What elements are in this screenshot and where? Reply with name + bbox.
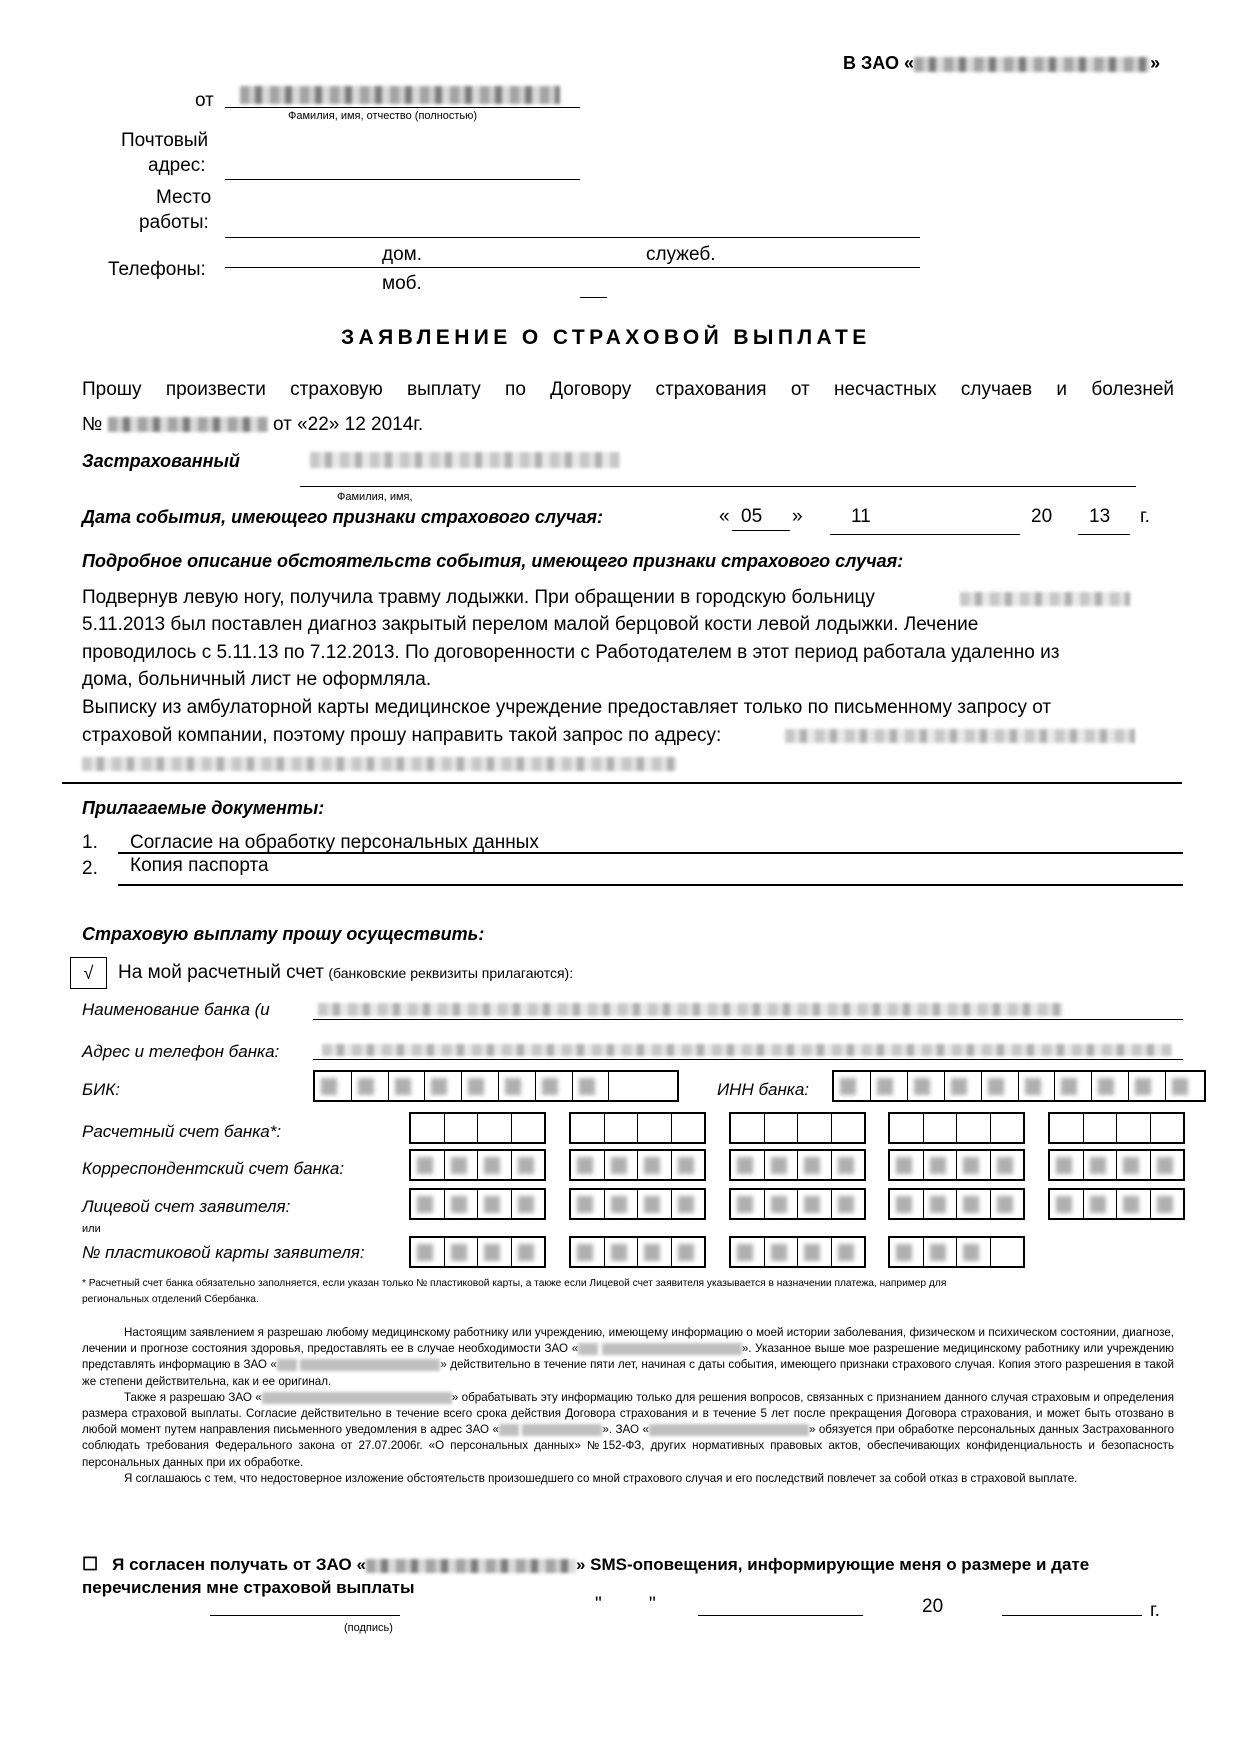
- sign-date-century: 20: [922, 1596, 944, 1617]
- event-day: 05: [741, 506, 763, 527]
- settlement-group-1[interactable]: [409, 1112, 546, 1144]
- or-label: или: [82, 1223, 101, 1235]
- settlement-group-3[interactable]: [729, 1112, 866, 1144]
- attachment-2-num: 2.: [82, 858, 98, 879]
- full-name-line: [225, 107, 580, 108]
- corr-group-4[interactable]: [888, 1149, 1025, 1181]
- personal-group-2[interactable]: [569, 1188, 706, 1220]
- event-date-label: Дата события, имеющего признаки страхового случая:: [82, 507, 603, 527]
- consent-paragraph-2: Также я разрешаю ЗАО « » обрабатывать эту информацию только для решения вопросов, связанных с признанием данного случая страховым и определения размера страховой выплаты. Согласие действительно в течение всего срока действия Договора страхования и в течение 5 лет после прекращения Договора страхования, и может быть отозвано в любой момент путем направления письменного уведомления в адрес ЗАО « ». ЗАО « » обязуется при обработке персональных данных Застрахованного соблюдать требования Федерального закона от 27.07.2006г. «О персональных данных» №152-ФЗ, других нормативных правовых актов, обеспечивающих конфиденциальность и безопасность персональных данных при их обработке.: [82, 1390, 1175, 1469]
- event-day-line: [732, 530, 790, 531]
- card-group-4[interactable]: [888, 1236, 1025, 1268]
- sms-text-1: Я согласен получать от ЗАО «: [112, 1555, 366, 1574]
- event-year: 13: [1089, 506, 1111, 527]
- postal-label-1: Почтовый: [121, 130, 209, 151]
- corr-group-2[interactable]: [569, 1149, 706, 1181]
- account-option-note: (банковские реквизиты прилагаются):: [328, 965, 574, 981]
- footnote-line-2: региональных отделений Сбербанка.: [82, 1294, 259, 1305]
- corr-group-3[interactable]: [729, 1149, 866, 1181]
- phone-home-label: дом.: [382, 244, 422, 265]
- recipient: [843, 53, 1160, 74]
- phones-line: [225, 267, 920, 268]
- attachment-1-text: Согласие на обработку персональных данных: [130, 832, 539, 853]
- sms-text-2: » SMS-оповещения, информирующие меня о размере и дате: [575, 1555, 1090, 1574]
- attachment-1-line: [118, 852, 1183, 854]
- redacted-hospital: [960, 592, 1130, 606]
- event-year-line: [1078, 534, 1130, 535]
- page-title: ЗАЯВЛЕНИЕ О СТРАХОВОЙ ВЫПЛАТЕ: [341, 326, 871, 349]
- personal-group-3[interactable]: [729, 1188, 866, 1220]
- sign-date-year-suffix: г.: [1150, 1600, 1160, 1621]
- redacted-bank-name: [318, 1003, 1063, 1016]
- request-line-1: [82, 376, 1174, 404]
- personal-account-label: Лицевой счет заявителя:: [82, 1197, 291, 1216]
- event-century: 20: [1031, 506, 1053, 527]
- corr-group-1[interactable]: [409, 1149, 546, 1181]
- attachment-2-text: Копия паспорта: [130, 855, 269, 876]
- bank-address-label: Адрес и телефон банка:: [82, 1042, 280, 1061]
- consent-text: [82, 1325, 1174, 1487]
- phones-label: Телефоны:: [108, 259, 206, 280]
- recipient-prefix: В ЗАО «: [843, 53, 915, 73]
- request-line-2: [82, 411, 423, 439]
- work-label-1: Место: [156, 187, 212, 208]
- payment-label: Страховую выплату прошу осуществить:: [82, 924, 485, 944]
- work-line: [225, 237, 920, 238]
- account-option: [118, 962, 573, 984]
- description-line-6: страховой компании, поэтому прошу направить такой запрос по адресу:: [82, 725, 722, 746]
- description-line-5: Выписку из амбулаторной карты медицинское учреждение предоставляет только по письменному запросу от: [82, 697, 1052, 718]
- postal-line: [225, 179, 580, 180]
- sign-date-quote-close: ": [649, 1594, 656, 1615]
- bik-boxes[interactable]: [313, 1070, 679, 1102]
- request-text: Прошу произвести страховую выплату по Договору страхования от несчастных случаев и болезней: [82, 379, 1174, 400]
- sign-date-year-line: [1002, 1615, 1142, 1616]
- from-label: от: [195, 90, 214, 111]
- footnote-line-1: * Расчетный счет банка обязательно заполняется, если указан только № пластиковой карты, а также если Лицевой счет заявителя указывается в назначении платежа, например для: [82, 1278, 947, 1289]
- account-option-text: На мой расчетный счет: [118, 962, 324, 983]
- bik-label: БИК:: [82, 1080, 120, 1099]
- card-group-1[interactable]: [409, 1236, 546, 1268]
- description-line-3: проводилось с 5.11.13 по 7.12.2013. По договоренности с Работодателем в этот период работала удаленно из: [82, 642, 1060, 663]
- recipient-suffix: »: [1150, 53, 1161, 73]
- redacted-contract-number: [108, 417, 268, 432]
- settlement-label: Расчетный счет банка*:: [82, 1122, 282, 1141]
- description-divider: [62, 782, 1182, 784]
- insured-caption: Фамилия, имя,: [337, 491, 413, 503]
- sms-text-3: перечисления мне страховой выплаты: [82, 1578, 415, 1597]
- attachments-label: Прилагаемые документы:: [82, 798, 325, 818]
- postal-label-2: адрес:: [148, 155, 206, 176]
- inn-boxes[interactable]: [832, 1070, 1206, 1102]
- bank-name-label: Наименование банка (и: [82, 1000, 270, 1019]
- description-label: Подробное описание обстоятельств события, имеющего признаки страхового случая:: [82, 551, 904, 571]
- work-label-2: работы:: [139, 212, 209, 233]
- settlement-group-2[interactable]: [569, 1112, 706, 1144]
- redacted-insured-name: [310, 452, 620, 468]
- insured-line: [300, 486, 1136, 487]
- event-month-line: [830, 534, 1020, 535]
- settlement-group-4[interactable]: [888, 1112, 1025, 1144]
- insured-label: Застрахованный: [82, 451, 240, 471]
- sign-date-quote-open: ": [595, 1594, 602, 1615]
- contract-date: от «22» 12 2014г.: [272, 414, 424, 435]
- bank-address-line: [313, 1059, 1183, 1060]
- event-open-quote: «: [719, 506, 730, 527]
- redacted-company: [914, 57, 1150, 72]
- redacted-bank-address: [322, 1044, 1172, 1056]
- card-group-3[interactable]: [729, 1236, 866, 1268]
- mobile-line: [580, 297, 607, 298]
- sms-checkbox[interactable]: ☐: [82, 1554, 99, 1574]
- personal-group-4[interactable]: [888, 1188, 1025, 1220]
- event-month: 11: [851, 506, 871, 527]
- account-checkbox[interactable]: √: [70, 957, 107, 989]
- consent-paragraph-3: Я соглашаюсь с тем, что недостоверное изложение обстоятельств произошедшего со мной страхового случая и его последствий повлечет за собой отказ в страховой выплате.: [124, 1471, 1078, 1485]
- corr-group-5[interactable]: [1048, 1149, 1185, 1181]
- signature-line: [210, 1615, 400, 1616]
- signature-caption: (подпись): [344, 1622, 393, 1634]
- phone-mobile-label: моб.: [382, 273, 422, 294]
- redacted-sms-company: [366, 1559, 576, 1573]
- phone-work-label: служеб.: [646, 244, 716, 265]
- attachment-1-num: 1.: [82, 832, 98, 853]
- bank-name-line: [313, 1019, 1183, 1020]
- card-group-2[interactable]: [569, 1236, 706, 1268]
- corr-label: Корреспондентский счет банка:: [82, 1159, 345, 1178]
- full-name-caption: Фамилия, имя, отчество (полностью): [288, 110, 478, 122]
- sms-consent: [82, 1553, 1174, 1599]
- description-line-4: дома, больничный лист не оформляла.: [82, 669, 432, 690]
- consent-paragraph-1: Настоящим заявлением я разрешаю любому медицинскому работнику или учреждению, имеющему информацию о моей истории заболевания, физическом и психическом состоянии, диагнозе, лечении и прогнозе состояния здоровья, предоставлять ее в случае необходимости ЗАО « ». Указанное выше мое разрешение медицинскому работнику или учреждению представлять информацию в ЗАО « » действительно в течение пяти лет, начиная с даты события, имеющего признаки страхового случая. Копия этого разрешения в такой же степени действительна, как и ее оригинал.: [82, 1326, 1174, 1388]
- redacted-address-2: [82, 757, 677, 771]
- event-year-suffix: г.: [1140, 506, 1150, 527]
- inn-label: ИНН банка:: [717, 1080, 810, 1099]
- redacted-address-1: [785, 729, 1135, 743]
- settlement-group-5[interactable]: [1048, 1112, 1185, 1144]
- redacted-full-name: [240, 86, 560, 104]
- sign-date-month-line: [698, 1615, 863, 1616]
- personal-group-1[interactable]: [409, 1188, 546, 1220]
- description-line-1: Подвернув левую ногу, получила травму лодыжки. При обращении в городскую больницу: [82, 587, 875, 608]
- attachment-2-line: [118, 884, 1183, 886]
- contract-number-prefix: №: [82, 414, 103, 435]
- card-label: № пластиковой карты заявителя:: [82, 1243, 365, 1262]
- event-close-quote: »: [792, 506, 803, 527]
- description-line-2: 5.11.2013 был поставлен диагноз закрытый перелом малой берцовой кости левой лодыжки. Лечение: [82, 614, 979, 635]
- personal-group-5[interactable]: [1048, 1188, 1185, 1220]
